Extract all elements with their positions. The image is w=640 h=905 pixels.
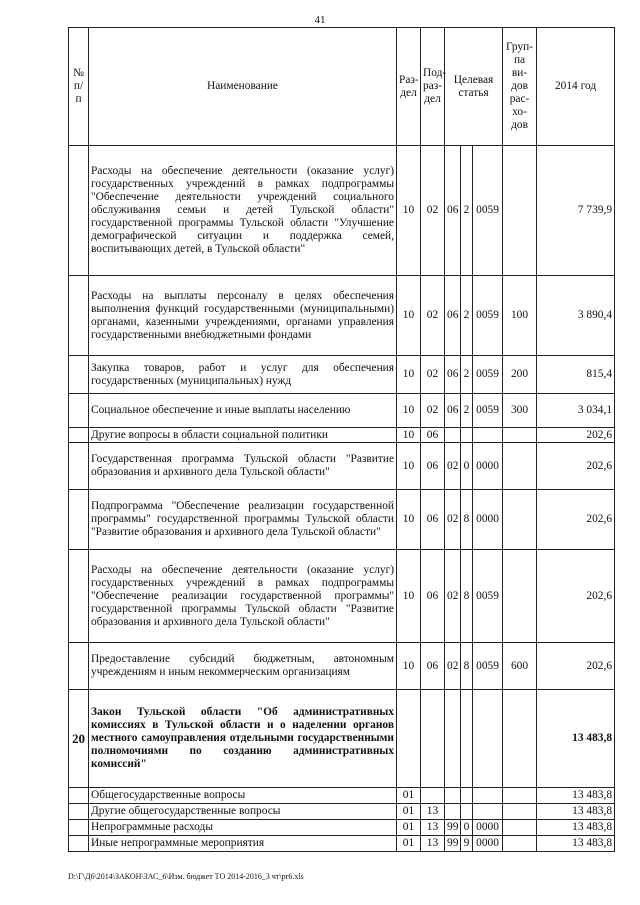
row-name: Расходы на выплаты персоналу в целях обеспечения выполнения функций государственными (муниципальными) органами, казенными учреждениями, органами управления государственными внебюджетными фондами xyxy=(89,276,397,356)
row-target-code xyxy=(473,804,503,820)
row-target-program xyxy=(445,788,461,804)
row-number xyxy=(69,276,89,356)
row-amount: 3 890,4 xyxy=(537,276,615,356)
header-num: № п/ п xyxy=(69,28,89,146)
row-number xyxy=(69,443,89,490)
row-number xyxy=(69,788,89,804)
row-target-program: 99 xyxy=(445,836,461,852)
row-target-program: 06 xyxy=(445,276,461,356)
table-row xyxy=(69,146,615,276)
row-razdel: 01 xyxy=(397,788,421,804)
row-target-code: 0000 xyxy=(473,820,503,836)
row-amount: 202,6 xyxy=(537,490,615,550)
row-amount: 13 483,8 xyxy=(537,690,615,788)
row-expense-group xyxy=(503,788,537,804)
row-name: Предоставление субсидий бюджетным, автономным учреждениям и иным некоммерческим организациям xyxy=(89,643,397,690)
row-target-code xyxy=(473,788,503,804)
row-razdel: 10 xyxy=(397,356,421,394)
row-expense-group xyxy=(503,690,537,788)
row-target-program: 02 xyxy=(445,490,461,550)
row-target-program: 06 xyxy=(445,146,461,276)
row-target-program: 06 xyxy=(445,356,461,394)
table-header xyxy=(69,28,615,146)
row-number xyxy=(69,643,89,690)
row-target-program: 02 xyxy=(445,643,461,690)
row-expense-group: 300 xyxy=(503,394,537,428)
table-row xyxy=(69,276,615,356)
row-podrazdel: 13 xyxy=(421,820,445,836)
row-razdel xyxy=(397,690,421,788)
row-razdel: 10 xyxy=(397,643,421,690)
header-podrazdel: Под-раз-дел xyxy=(421,28,445,146)
header-razdel: Раз-дел xyxy=(397,28,421,146)
row-number xyxy=(69,356,89,394)
row-amount: 13 483,8 xyxy=(537,804,615,820)
row-name: Непрограммные расходы xyxy=(89,820,397,836)
row-target-subprogram: 2 xyxy=(461,146,473,276)
row-expense-group xyxy=(503,820,537,836)
row-target-code: 0000 xyxy=(473,443,503,490)
row-target-code: 0059 xyxy=(473,550,503,643)
row-podrazdel: 13 xyxy=(421,836,445,852)
row-expense-group: 100 xyxy=(503,276,537,356)
header-group: Груп-па ви-дов рас-хо-дов xyxy=(503,28,537,146)
row-amount: 202,6 xyxy=(537,443,615,490)
row-razdel: 10 xyxy=(397,428,421,443)
row-name: Закон Тульской области "Об административных комиссиях в Тульской области и о наделении органов местного самоуправления отдельными государственными полномочиями по созданию административных комиссий" xyxy=(89,690,397,788)
row-razdel: 10 xyxy=(397,550,421,643)
row-number xyxy=(69,804,89,820)
table-row xyxy=(69,643,615,690)
header-target: Целевая статья xyxy=(445,28,503,146)
row-number xyxy=(69,820,89,836)
row-podrazdel: 02 xyxy=(421,276,445,356)
row-podrazdel: 02 xyxy=(421,146,445,276)
row-razdel: 10 xyxy=(397,394,421,428)
table-row xyxy=(69,490,615,550)
row-number xyxy=(69,490,89,550)
row-target-program xyxy=(445,804,461,820)
row-podrazdel: 06 xyxy=(421,428,445,443)
row-razdel: 01 xyxy=(397,820,421,836)
row-razdel: 10 xyxy=(397,490,421,550)
row-razdel: 10 xyxy=(397,146,421,276)
table-row xyxy=(69,356,615,394)
row-expense-group xyxy=(503,836,537,852)
row-target-subprogram: 8 xyxy=(461,490,473,550)
row-name: Государственная программа Тульской области "Развитие образования и архивного дела Тульской области" xyxy=(89,443,397,490)
row-amount: 815,4 xyxy=(537,356,615,394)
row-amount: 202,6 xyxy=(537,550,615,643)
row-name: Расходы на обеспечение деятельности (оказание услуг) государственных учреждений в рамках подпрограммы "Обеспечение реализации государственной программы" государственной программы Тульской области "Развитие образования и архивного дела Тульской области" xyxy=(89,550,397,643)
row-target-code: 0000 xyxy=(473,836,503,852)
row-target-code: 0000 xyxy=(473,490,503,550)
row-expense-group xyxy=(503,146,537,276)
row-amount: 7 739,9 xyxy=(537,146,615,276)
file-path-footer: D:\Г\Д6\2014\ЗАКОН\ЗАС_6\Изм. бюджет ТО 2014-2016_3 чт\pr6.xls xyxy=(68,872,304,881)
row-podrazdel xyxy=(421,690,445,788)
row-name: Подпрограмма "Обеспечение реализации государственной программы" государственной программы Тульской области "Развитие образования и архивного дела Тульской области" xyxy=(89,490,397,550)
row-target-code: 0059 xyxy=(473,394,503,428)
row-number xyxy=(69,428,89,443)
row-target-program: 02 xyxy=(445,550,461,643)
page-number: 41 xyxy=(314,14,326,26)
table-row xyxy=(69,550,615,643)
table-row xyxy=(69,820,615,836)
row-name: Иные непрограммные мероприятия xyxy=(89,836,397,852)
row-expense-group xyxy=(503,443,537,490)
row-name: Общегосударственные вопросы xyxy=(89,788,397,804)
row-target-subprogram: 2 xyxy=(461,356,473,394)
row-podrazdel: 13 xyxy=(421,804,445,820)
row-razdel: 10 xyxy=(397,443,421,490)
row-podrazdel: 02 xyxy=(421,356,445,394)
row-target-subprogram: 9 xyxy=(461,836,473,852)
row-target-program: 06 xyxy=(445,394,461,428)
row-expense-group: 200 xyxy=(503,356,537,394)
row-target-program xyxy=(445,690,461,788)
table-row xyxy=(69,443,615,490)
row-target-program: 99 xyxy=(445,820,461,836)
row-target-subprogram xyxy=(461,788,473,804)
row-target-code: 0059 xyxy=(473,356,503,394)
row-number xyxy=(69,550,89,643)
row-amount: 13 483,8 xyxy=(537,820,615,836)
header-year: 2014 год xyxy=(537,28,615,146)
row-target-code xyxy=(473,690,503,788)
row-name: Другие вопросы в области социальной политики xyxy=(89,428,397,443)
row-amount: 202,6 xyxy=(537,643,615,690)
table-row xyxy=(69,394,615,428)
row-amount: 13 483,8 xyxy=(537,788,615,804)
row-number: 20 xyxy=(69,690,89,788)
row-number xyxy=(69,836,89,852)
row-target-program: 02 xyxy=(445,443,461,490)
table-row xyxy=(69,836,615,852)
row-podrazdel: 06 xyxy=(421,643,445,690)
row-target-subprogram: 2 xyxy=(461,276,473,356)
table-row xyxy=(69,428,615,443)
row-target-subprogram: 2 xyxy=(461,394,473,428)
table-row xyxy=(69,690,615,788)
header-name: Наименование xyxy=(89,28,397,146)
row-podrazdel: 06 xyxy=(421,443,445,490)
row-target-code xyxy=(473,428,503,443)
row-podrazdel: 02 xyxy=(421,394,445,428)
row-amount: 3 034,1 xyxy=(537,394,615,428)
row-number xyxy=(69,146,89,276)
row-podrazdel xyxy=(421,788,445,804)
row-name: Социальное обеспечение и иные выплаты населению xyxy=(89,394,397,428)
row-amount: 13 483,8 xyxy=(537,836,615,852)
row-target-code: 0059 xyxy=(473,146,503,276)
row-target-subprogram xyxy=(461,804,473,820)
row-name: Закупка товаров, работ и услуг для обеспечения государственных (муниципальных) нужд xyxy=(89,356,397,394)
row-podrazdel: 06 xyxy=(421,550,445,643)
row-expense-group xyxy=(503,490,537,550)
row-name: Расходы на обеспечение деятельности (оказание услуг) государственных учреждений в рамках подпрограммы "Обеспечение деятельности учреждений социального обслуживания семьи и детей Тульской области" государственной программы Тульской области "Улучшение демографической ситуации и поддержка семей, воспитывающих детей, в Тульской области" xyxy=(89,146,397,276)
row-target-subprogram: 8 xyxy=(461,643,473,690)
row-podrazdel: 06 xyxy=(421,490,445,550)
row-razdel: 01 xyxy=(397,836,421,852)
row-name: Другие общегосударственные вопросы xyxy=(89,804,397,820)
row-expense-group xyxy=(503,550,537,643)
row-expense-group xyxy=(503,804,537,820)
budget-table xyxy=(68,27,615,852)
row-target-subprogram: 0 xyxy=(461,443,473,490)
row-razdel: 01 xyxy=(397,804,421,820)
row-expense-group xyxy=(503,428,537,443)
row-target-code: 0059 xyxy=(473,643,503,690)
row-target-subprogram: 8 xyxy=(461,550,473,643)
table-row xyxy=(69,804,615,820)
row-target-subprogram: 0 xyxy=(461,820,473,836)
row-razdel: 10 xyxy=(397,276,421,356)
row-target-subprogram xyxy=(461,428,473,443)
row-number xyxy=(69,394,89,428)
row-amount: 202,6 xyxy=(537,428,615,443)
table-row xyxy=(69,788,615,804)
row-target-subprogram xyxy=(461,690,473,788)
row-target-program xyxy=(445,428,461,443)
row-target-code: 0059 xyxy=(473,276,503,356)
row-expense-group: 600 xyxy=(503,643,537,690)
